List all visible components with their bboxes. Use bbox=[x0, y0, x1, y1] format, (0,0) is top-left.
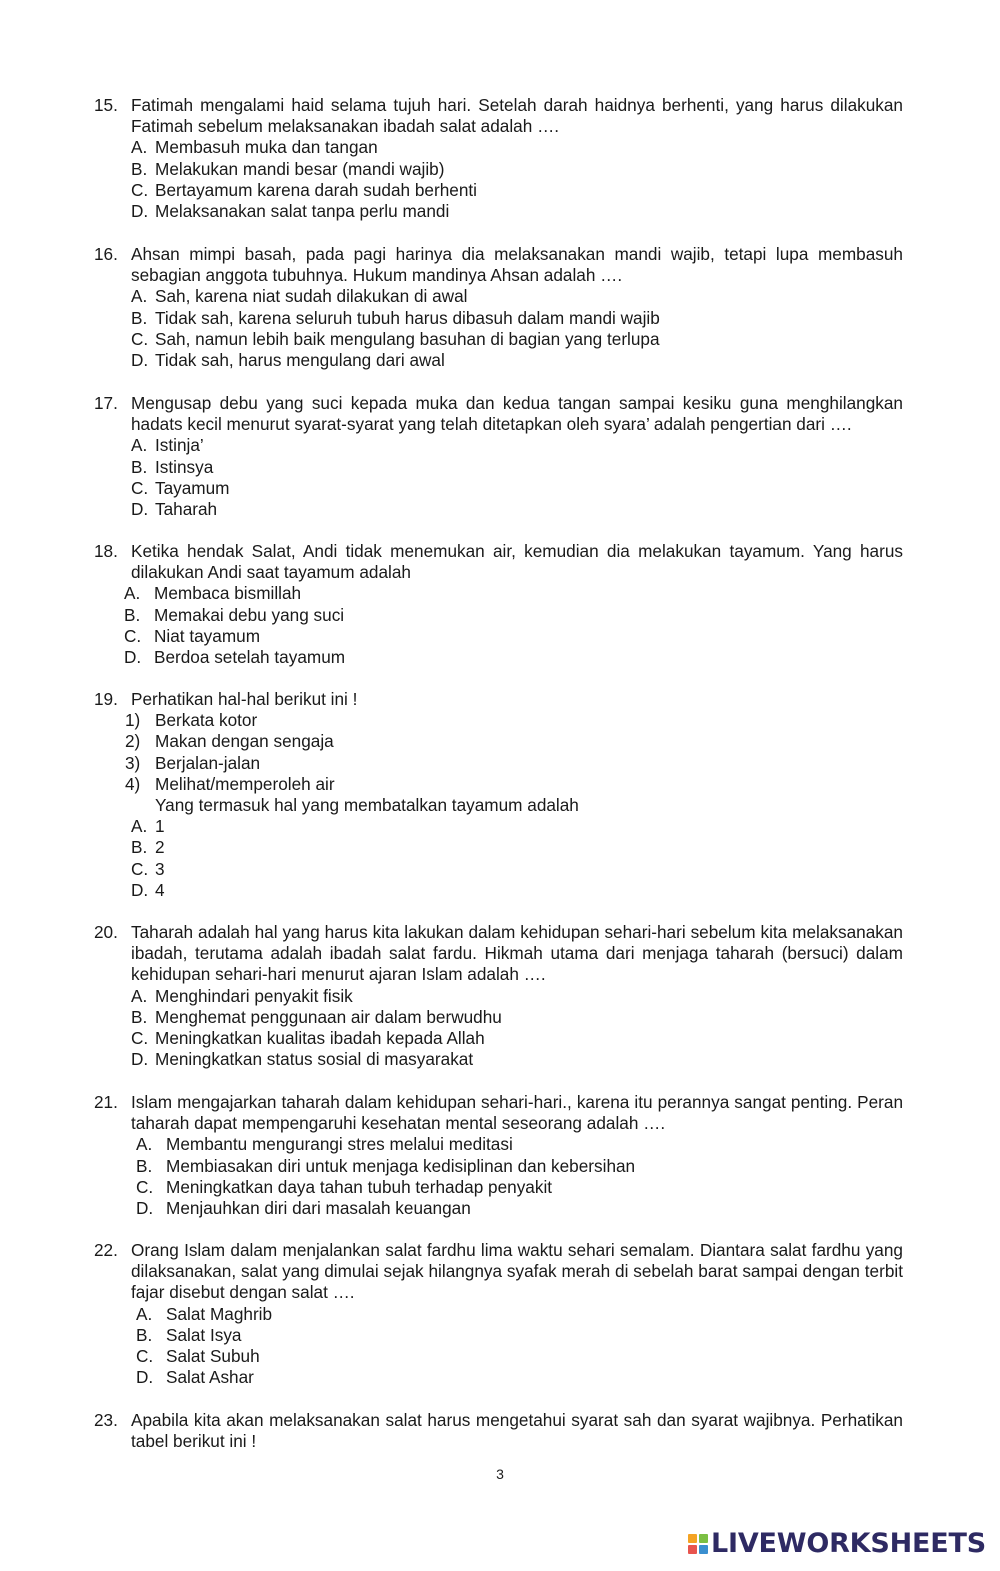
option-c[interactable]: C. Salat Subuh bbox=[136, 1346, 260, 1367]
question-20 bbox=[94, 922, 903, 1070]
option-d[interactable]: D. Tidak sah, harus mengulang dari awal bbox=[131, 350, 445, 371]
question-text: Orang Islam dalam menjalankan salat fardhu lima waktu sehari semalam. Diantara salat fardhu yang dilaksanakan, salat yang dimulai sejak hilangnya syafak merah di sebelah barat sampai dengan terbit fajar disebut dengan salat …. bbox=[131, 1240, 903, 1303]
question-number: 23. bbox=[94, 1410, 118, 1430]
option-b[interactable]: B. 2 bbox=[131, 837, 165, 858]
option-d[interactable]: D. Meningkatkan status sosial di masyarakat bbox=[131, 1049, 474, 1070]
option-b[interactable]: B. Melakukan mandi besar (mandi wajib) bbox=[131, 158, 445, 179]
question-17 bbox=[94, 393, 903, 520]
option-a[interactable]: A. Istinja’ bbox=[131, 435, 204, 456]
question-text: Islam mengajarkan taharah dalam kehidupan sehari-hari., karena itu perannya sangat penting. Peran taharah dapat mempengaruhi kesehatan mental seseorang adalah …. bbox=[131, 1092, 903, 1134]
question-text: Perhatikan hal-hal berikut ini ! bbox=[131, 689, 358, 709]
logo-tile bbox=[688, 1545, 697, 1554]
option-c[interactable]: C. Sah, namun lebih baik mengulang basuhan di bagian yang terlupa bbox=[131, 328, 660, 349]
question-text: Ahsan mimpi basah, pada pagi harinya dia melaksanakan mandi wajib, tetapi lupa membasuh sebagian anggota tubuhnya. Hukum mandinya Ahsan adalah …. bbox=[131, 244, 903, 286]
question-18 bbox=[94, 541, 903, 668]
option-a[interactable]: A. Membaca bismillah bbox=[124, 583, 302, 604]
option-a[interactable]: A. Sah, karena niat sudah dilakukan di awal bbox=[131, 286, 468, 307]
question-text: Taharah adalah hal yang harus kita lakukan dalam kehidupan sehari-hari sebelum kita melaksanakan ibadah, terutama adalah ibadah salat fardu. Hikmah utama dari menjaga taharah (bersuci) dalam kehidupan sehari-hari menurut ajaran Islam adalah …. bbox=[131, 922, 903, 985]
option-b[interactable]: B. Menghemat penggunaan air dalam berwudhu bbox=[131, 1006, 502, 1027]
option-d[interactable]: D. 4 bbox=[131, 879, 165, 900]
question-21 bbox=[94, 1092, 903, 1219]
list-item: 1) Berkata kotor bbox=[125, 710, 258, 731]
liveworksheets-logo[interactable] bbox=[688, 1528, 986, 1559]
list-item: 2) Makan dengan sengaja bbox=[125, 731, 334, 752]
option-a[interactable]: A. Membasuh muka dan tangan bbox=[131, 137, 378, 158]
question-text: Apabila kita akan melaksanakan salat harus mengetahui syarat sah dan syarat wajibnya. Perhatikan tabel berikut ini ! bbox=[131, 1410, 903, 1452]
question-number: 15. bbox=[94, 95, 118, 115]
option-a[interactable]: A. Menghindari penyakit fisik bbox=[131, 985, 353, 1006]
option-c[interactable]: C. 3 bbox=[131, 858, 165, 879]
option-a[interactable]: A. Salat Maghrib bbox=[136, 1303, 273, 1324]
question-number: 21. bbox=[94, 1092, 118, 1112]
option-b[interactable]: B. Istinsya bbox=[131, 456, 214, 477]
option-d[interactable]: D. Taharah bbox=[131, 499, 218, 520]
option-a[interactable]: A. Membantu mengurangi stres melalui meditasi bbox=[136, 1134, 513, 1155]
option-b[interactable]: B. Membiasakan diri untuk menjaga kedisiplinan dan kebersihan bbox=[136, 1155, 636, 1176]
logo-tile bbox=[699, 1545, 708, 1554]
option-d[interactable]: D. Berdoa setelah tayamum bbox=[124, 647, 346, 668]
question-text: Fatimah mengalami haid selama tujuh hari. Setelah darah haidnya berhenti, yang harus dilakukan Fatimah sebelum melaksanakan ibadah salat adalah …. bbox=[131, 95, 903, 137]
question-15 bbox=[94, 95, 903, 222]
option-c[interactable]: C. Bertayamum karena darah sudah berhenti bbox=[131, 179, 477, 200]
question-number: 20. bbox=[94, 922, 118, 942]
option-a[interactable]: A. 1 bbox=[131, 816, 165, 837]
question-number: 16. bbox=[94, 244, 118, 264]
option-c[interactable]: C. Tayamum bbox=[131, 477, 230, 498]
question-subtext: Yang termasuk hal yang membatalkan tayamum adalah bbox=[155, 795, 579, 816]
page-number: 3 bbox=[496, 1466, 504, 1482]
question-number: 18. bbox=[94, 541, 118, 561]
question-19 bbox=[94, 689, 903, 901]
option-c[interactable]: C. Meningkatkan kualitas ibadah kepada Allah bbox=[131, 1028, 485, 1049]
option-b[interactable]: B. Salat Isya bbox=[136, 1324, 242, 1345]
question-number: 22. bbox=[94, 1240, 118, 1260]
question-number: 17. bbox=[94, 393, 118, 413]
question-text: Mengusap debu yang suci kepada muka dan kedua tangan sampai kesiku guna menghilangkan hadats kecil menurut syarat-syarat yang telah ditetapkan oleh syara’ adalah pengertian dari …. bbox=[131, 393, 903, 435]
option-d[interactable]: D. Melaksanakan salat tanpa perlu mandi bbox=[131, 201, 450, 222]
option-b[interactable]: B. Memakai debu yang suci bbox=[124, 604, 345, 625]
question-number: 19. bbox=[94, 689, 118, 709]
option-b[interactable]: B. Tidak sah, karena seluruh tubuh harus dibasuh dalam mandi wajib bbox=[131, 307, 660, 328]
logo-tiles-icon bbox=[688, 1534, 708, 1554]
list-item: 4) Melihat/memperoleh air bbox=[125, 773, 335, 794]
option-c[interactable]: C. Meningkatkan daya tahan tubuh terhadap penyakit bbox=[136, 1176, 553, 1197]
question-23 bbox=[94, 1410, 903, 1452]
logo-text: LIVEWORKSHEETS bbox=[710, 1528, 986, 1559]
option-d[interactable]: D. Menjauhkan diri dari masalah keuangan bbox=[136, 1198, 471, 1219]
option-d[interactable]: D. Salat Ashar bbox=[136, 1367, 254, 1388]
logo-tile bbox=[688, 1534, 697, 1543]
question-16 bbox=[94, 244, 903, 371]
question-22 bbox=[94, 1240, 903, 1388]
logo-tile bbox=[699, 1534, 708, 1543]
question-text: Ketika hendak Salat, Andi tidak menemukan air, kemudian dia melakukan tayamum. Yang harus dilakukan Andi saat tayamum adalah bbox=[131, 541, 903, 583]
option-c[interactable]: C. Niat tayamum bbox=[124, 625, 261, 646]
list-item: 3) Berjalan-jalan bbox=[125, 752, 261, 773]
